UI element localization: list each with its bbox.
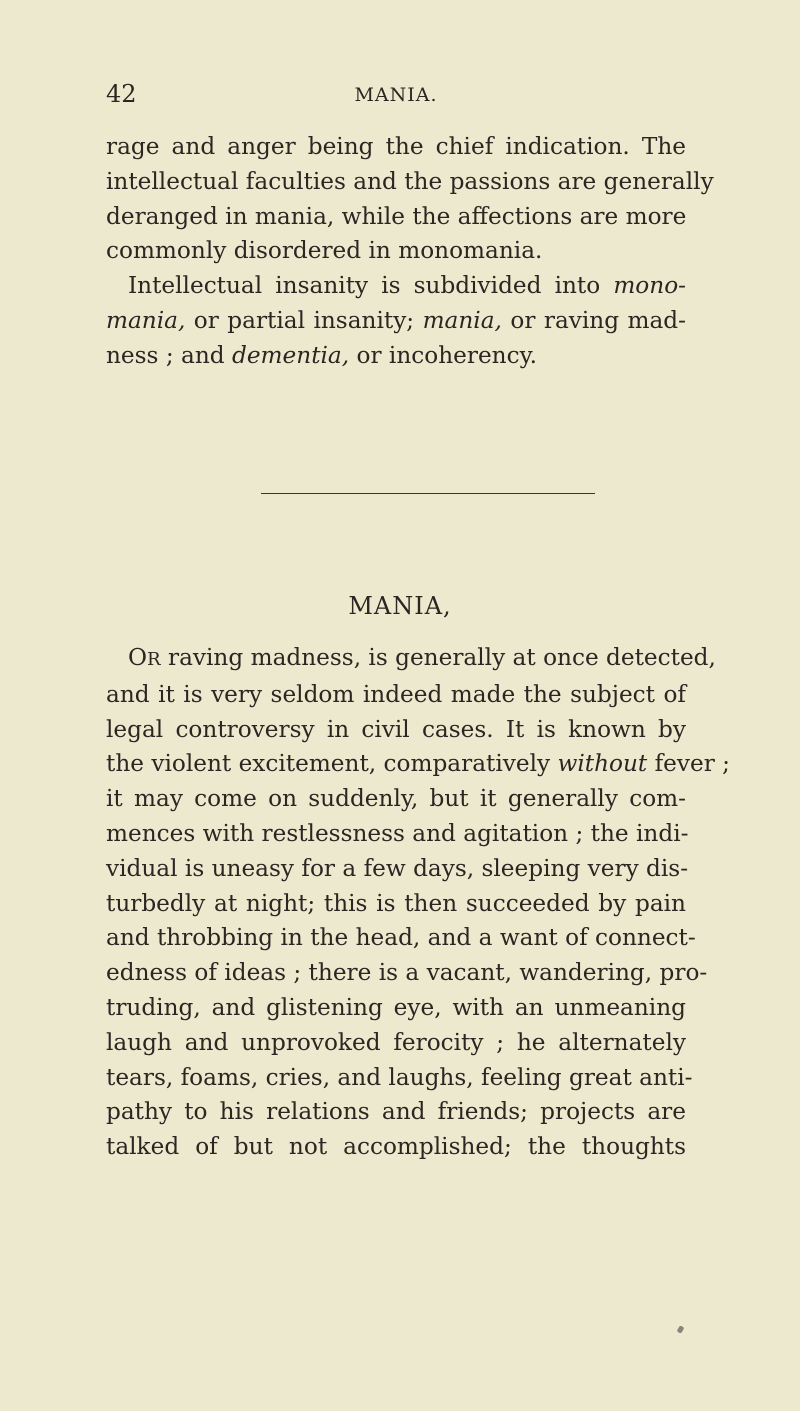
page-header [106, 80, 686, 120]
text-line: truding, and glistening eye, with an unmeaning [106, 993, 686, 1021]
paper-speck [677, 1325, 685, 1334]
text-line: and throbbing in the head, and a want of connect- [106, 924, 696, 952]
section-divider [261, 493, 595, 494]
section-heading: MANIA, [348, 592, 452, 620]
text-line: it may come on suddenly, but it generally com- [106, 785, 686, 813]
text-line: pathy to his relations and friends; projects are [106, 1098, 686, 1126]
text-line: intellectual faculties and the passions are generally [106, 167, 714, 195]
text-line: vidual is uneasy for a few days, sleeping very dis- [106, 854, 689, 882]
page-number: 42 [106, 80, 137, 108]
text-line: rage and anger being the chief indication. The [106, 133, 686, 160]
intro-text [106, 130, 714, 374]
text-line: and it is very seldom indeed made the subject of [106, 680, 686, 708]
text-line: the violent excitement, comparatively without fever ; [106, 750, 730, 778]
text-line: mences with restlessness and agitation ; the indi- [106, 819, 689, 847]
text-line: tears, foams, cries, and laughs, feeling great anti- [106, 1063, 693, 1091]
text-line: mania, or partial insanity; mania, or raving mad- [106, 306, 686, 334]
text-line: legal controversy in civil cases. It is known by [106, 715, 686, 743]
running-head: MANIA. [354, 84, 438, 106]
text-line: ness ; and dementia, or incoherency. [106, 341, 537, 369]
text-line: talked of but not accomplished; the thoughts [106, 1133, 686, 1161]
text-line: edness of ideas ; there is a vacant, wandering, pro- [106, 959, 708, 987]
text-line: turbedly at night; this is then succeeded by pain [106, 889, 686, 917]
text-line: deranged in mania, while the affections are more [106, 202, 687, 230]
text-line: OR raving madness, is generally at once detected, [128, 644, 716, 671]
text-line: Intellectual insanity is subdivided into mono- [128, 272, 686, 300]
text-line: commonly disordered in monomania. [106, 237, 543, 265]
mania-text [106, 641, 730, 1165]
text-line: laugh and unprovoked ferocity ; he alternately [106, 1028, 686, 1056]
